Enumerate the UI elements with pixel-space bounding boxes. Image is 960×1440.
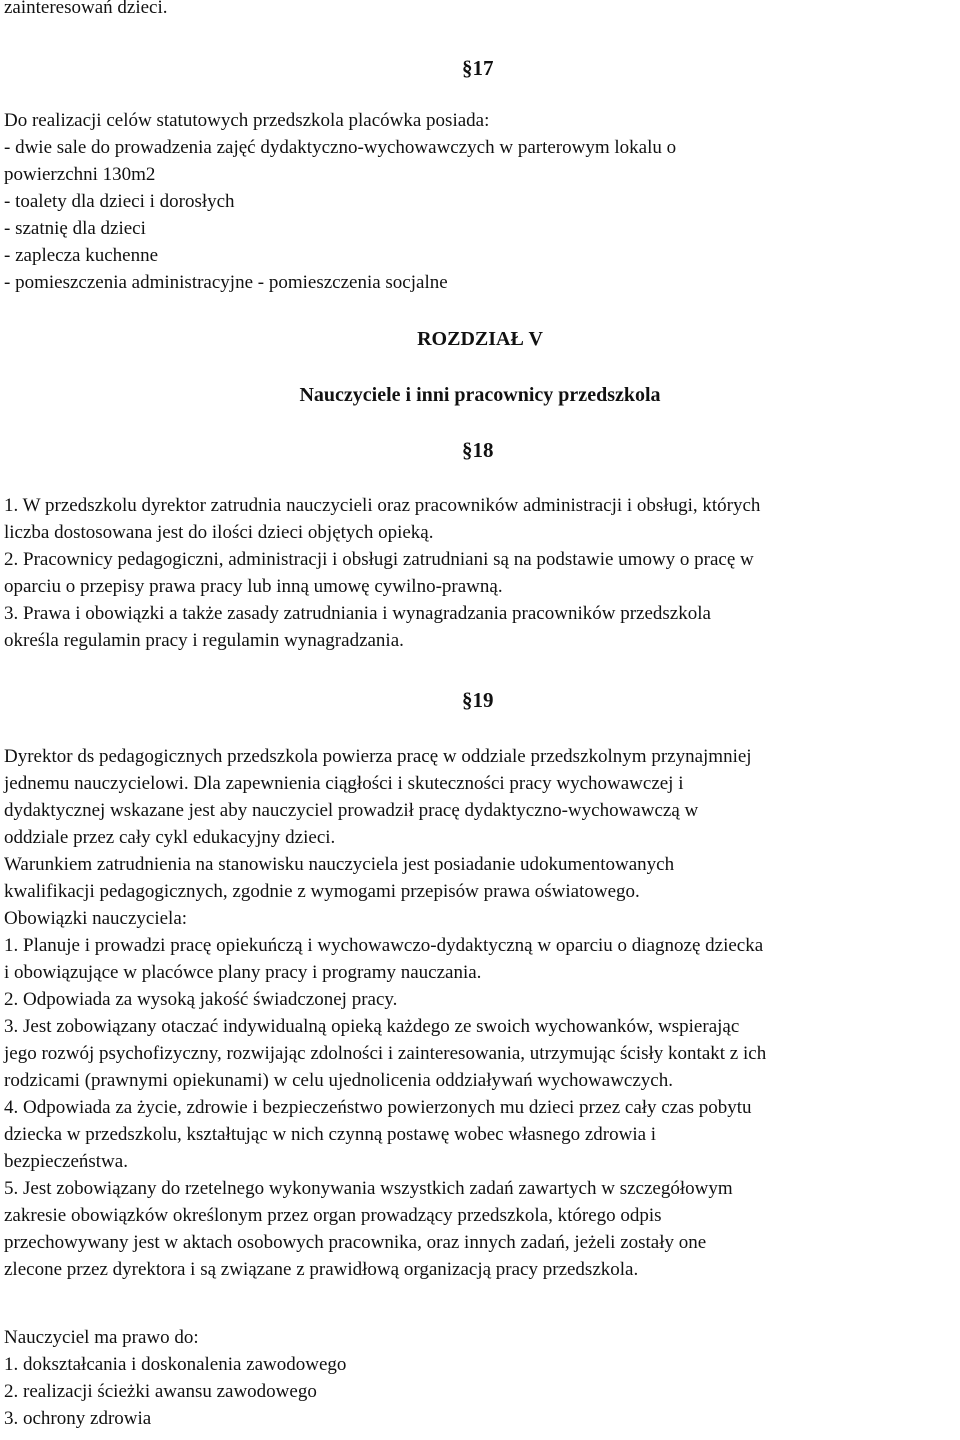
text-line: 2. realizacji ścieżki awansu zawodowego: [4, 1381, 317, 1402]
text-line: oparciu o przepisy prawa pracy lub inną umowę cywilno-prawną.: [4, 576, 503, 597]
section-19-body: [4, 743, 956, 1283]
text-line: oddziale przez cały cykl edukacyjny dzieci.: [4, 827, 336, 848]
section-19-mark: §19: [462, 688, 494, 712]
text-line: dziecka w przedszkolu, kształtując w nich czynną postawę wobec własnego zdrowia i: [4, 1124, 657, 1145]
text-line: Do realizacji celów statutowych przedszkola placówka posiada:: [4, 110, 490, 131]
text-line: Obowiązki nauczyciela:: [4, 908, 188, 929]
text-line: zakresie obowiązków określonym przez organ prowadzący przedszkola, którego odpis: [4, 1205, 662, 1226]
section-17-mark: §17: [462, 56, 494, 80]
top-fragment: zainteresowań dzieci.: [4, 0, 168, 18]
text-line: 2. Odpowiada za wysoką jakość świadczonej pracy.: [4, 989, 398, 1010]
text-line: 1. W przedszkolu dyrektor zatrudnia nauczycieli oraz pracowników administracji i obsługi, których: [4, 495, 761, 516]
text-line: liczba dostosowana jest do ilości dzieci objętych opieką.: [4, 522, 434, 543]
text-line: 5. Jest zobowiązany do rzetelnego wykonywania wszystkich zadań zawartych w szczegółowym: [4, 1178, 733, 1199]
text-line: rodzicami (prawnymi opiekunami) w celu ujednolicenia oddziaływań wychowawczych.: [4, 1070, 673, 1091]
teacher-rights: [4, 1324, 956, 1432]
text-line: 1. Planuje i prowadzi pracę opiekuńczą i wychowawczo-dydaktyczną w oparciu o diagnozę dziecka: [4, 935, 764, 956]
text-line: 3. Prawa i obowiązki a także zasady zatrudniania i wynagradzania pracowników przedszkola: [4, 603, 711, 624]
chapter-subtitle: Nauczyciele i inni pracownicy przedszkola: [299, 384, 661, 406]
text-line: 2. Pracownicy pedagogiczni, administracji i obsługi zatrudniani są na podstawie umowy o pracę w: [4, 549, 754, 570]
text-line: - toalety dla dzieci i dorosłych: [4, 191, 235, 212]
text-line: jednemu nauczycielowi. Dla zapewnienia ciągłości i skuteczności pracy wychowawczej i: [4, 773, 684, 794]
text-line: przechowywany jest w aktach osobowych pracownika, oraz innych zadań, jeżeli zostały one: [4, 1232, 707, 1253]
text-line: 4. Odpowiada za życie, zdrowie i bezpieczeństwo powierzonych mu dzieci przez cały czas pobytu: [4, 1097, 752, 1118]
text-line: - pomieszczenia administracyjne - pomieszczenia socjalne: [4, 272, 448, 293]
text-line: 1. dokształcania i doskonalenia zawodowego: [4, 1354, 347, 1375]
text-line: jego rozwój psychofizyczny, rozwijając zdolności i zainteresowania, utrzymując ścisły kontakt z ich: [4, 1043, 767, 1064]
chapter-title: ROZDZIAŁ V: [417, 328, 543, 350]
text-line: Warunkiem zatrudnienia na stanowisku nauczyciela jest posiadanie udokumentowanych: [4, 854, 675, 875]
text-line: bezpieczeństwa.: [4, 1151, 128, 1172]
text-line: i obowiązujące w placówce plany pracy i programy nauczania.: [4, 962, 482, 983]
section-17-body: [4, 107, 956, 296]
text-line: określa regulamin pracy i regulamin wynagradzania.: [4, 630, 404, 651]
text-line: - szatnię dla dzieci: [4, 218, 146, 239]
text-line: - dwie sale do prowadzenia zajęć dydaktyczno-wychowawczych w parterowym lokalu o: [4, 137, 677, 158]
text-line: dydaktycznej wskazane jest aby nauczyciel prowadził pracę dydaktyczno-wychowawczą w: [4, 800, 699, 821]
text-line: kwalifikacji pedagogicznych, zgodnie z wymogami przepisów prawa oświatowego.: [4, 881, 640, 902]
text-line: Dyrektor ds pedagogicznych przedszkola powierza pracę w oddziale przedszkolnym przynajmniej: [4, 746, 752, 767]
text-line: powierzchni 130m2: [4, 164, 156, 185]
text-line: - zaplecza kuchenne: [4, 245, 159, 266]
text-line: 3. ochrony zdrowia: [4, 1408, 152, 1429]
section-18-body: [4, 492, 956, 654]
text-line: 3. Jest zobowiązany otaczać indywidualną opieką każdego ze swoich wychowanków, wspierając: [4, 1016, 740, 1037]
text-line: zlecone przez dyrektora i są związane z prawidłową organizacją pracy przedszkola.: [4, 1259, 639, 1280]
section-18-mark: §18: [462, 438, 494, 462]
text-line: Nauczyciel ma prawo do:: [4, 1327, 199, 1348]
